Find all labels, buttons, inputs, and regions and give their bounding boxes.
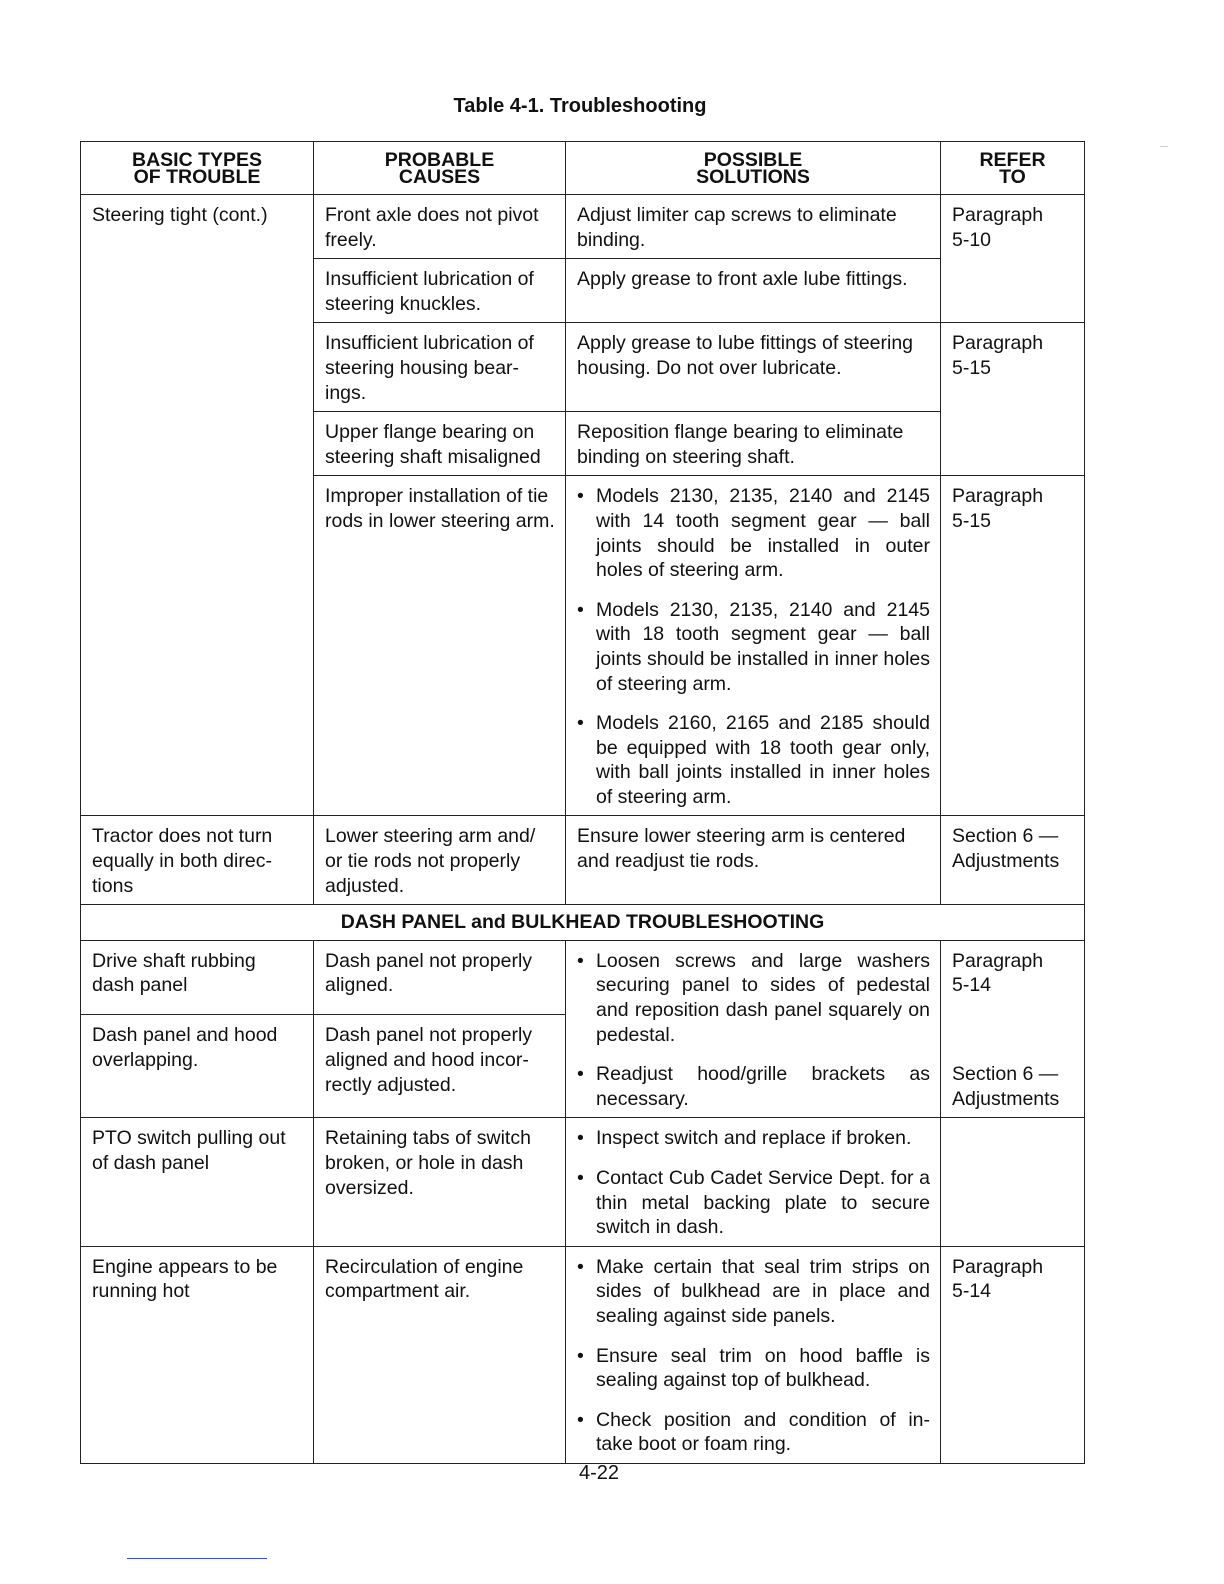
refer-cell bbox=[941, 1118, 1085, 1246]
bullet-item: • Check position and condition of in-take boot or foam ring. bbox=[577, 1408, 930, 1457]
cause-cell: Retaining tabs of switch broken, or hole in dash oversized. bbox=[314, 1118, 566, 1246]
header-probable-causes: PROBABLE CAUSES bbox=[314, 142, 566, 195]
cause-cell: Dash panel not properly aligned. bbox=[314, 940, 566, 1015]
solution-cell: Ensure lower steering arm is centered and readjust tie rods. bbox=[566, 816, 941, 905]
solution-cell bbox=[566, 1118, 941, 1246]
trouble-cell: Drive shaft rubbing dash panel bbox=[81, 940, 314, 1015]
trouble-cell: Steering tight (cont.) bbox=[81, 195, 314, 816]
solution-bullets bbox=[577, 484, 930, 809]
bullet-item: • Contact Cub Cadet Service Dept. for a thin metal backing plate to secure switch in dash. bbox=[577, 1166, 930, 1240]
footer-rule bbox=[127, 1558, 267, 1559]
section-heading: DASH PANEL and BULKHEAD TROUBLESHOOTING bbox=[81, 905, 1085, 941]
bullet-item: • Make certain that seal trim strips on sides of bulkhead are in place and sealing against side panels. bbox=[577, 1255, 930, 1329]
bullet-item: • Models 2130, 2135, 2140 and 2145 with 18 tooth segment gear — ball joints should be installed in inner holes of steering arm. bbox=[577, 598, 930, 696]
bullet-item: • Models 2130, 2135, 2140 and 2145 with 14 tooth segment gear — ball joints should be installed in outer holes of steering arm. bbox=[577, 484, 930, 582]
trouble-cell: Tractor does not turn equally in both direc-tions bbox=[81, 816, 314, 905]
bullet-item: • Inspect switch and replace if broken. bbox=[577, 1126, 930, 1151]
cause-cell: Lower steering arm and/ or tie rods not properly adjusted. bbox=[314, 816, 566, 905]
refer-cell: Section 6 — Adjustments bbox=[941, 816, 1085, 905]
cause-cell: Front axle does not pivot freely. bbox=[314, 195, 566, 259]
bullet-item: • Ensure seal trim on hood baffle is sealing against top of bulkhead. bbox=[577, 1344, 930, 1393]
table-row bbox=[81, 195, 1085, 259]
scan-speck bbox=[1160, 146, 1168, 147]
solution-cell bbox=[566, 940, 941, 1118]
table-row bbox=[81, 816, 1085, 905]
header-basic-types: BASIC TYPES OF TROUBLE bbox=[81, 142, 314, 195]
trouble-cell: Dash panel and hood overlapping. bbox=[81, 1015, 314, 1118]
page-number: 4-22 bbox=[578, 1462, 620, 1484]
table-title: Table 4-1. Troubleshooting bbox=[453, 95, 707, 117]
solution-bullets bbox=[577, 949, 930, 1112]
cause-cell: Recirculation of engine compartment air. bbox=[314, 1246, 566, 1463]
cause-cell: Dash panel not properly aligned and hood incor-rectly adjusted. bbox=[314, 1015, 566, 1118]
table-row bbox=[81, 940, 1085, 1015]
solution-cell: Apply grease to front axle lube fittings. bbox=[566, 259, 941, 323]
solution-cell: Apply grease to lube fittings of steering housing. Do not over lubricate. bbox=[566, 323, 941, 412]
solution-cell: Reposition flange bearing to eliminate binding on steering shaft. bbox=[566, 412, 941, 476]
table-row bbox=[81, 1246, 1085, 1463]
solution-cell bbox=[566, 1246, 941, 1463]
refer-cell: Paragraph 5-14 bbox=[941, 1246, 1085, 1463]
header-refer-to: REFER TO bbox=[941, 142, 1085, 195]
header-row bbox=[81, 142, 1085, 195]
refer-cell: Paragraph 5-10 bbox=[941, 195, 1085, 323]
cause-cell: Upper flange bearing on steering shaft misaligned bbox=[314, 412, 566, 476]
table-row bbox=[81, 1118, 1085, 1246]
cause-cell: Insufficient lubrication of steering housing bear-ings. bbox=[314, 323, 566, 412]
refer-cell: Paragraph 5-15 bbox=[941, 476, 1085, 816]
solution-cell: Adjust limiter cap screws to eliminate binding. bbox=[566, 195, 941, 259]
bullet-item: • Loosen screws and large washers securing panel to sides of pedestal and reposition dash panel squarely on pedestal. bbox=[577, 949, 930, 1047]
refer-cell: Paragraph 5-15 bbox=[941, 323, 1085, 476]
troubleshooting-table bbox=[80, 141, 1085, 1464]
bullet-item: • Readjust hood/grille brackets as necessary. bbox=[577, 1062, 930, 1111]
solution-cell bbox=[566, 476, 941, 816]
section-heading-row bbox=[81, 905, 1085, 941]
solution-bullets bbox=[577, 1126, 930, 1239]
header-possible-solutions: POSSIBLE SOLUTIONS bbox=[566, 142, 941, 195]
trouble-cell: PTO switch pulling out of dash panel bbox=[81, 1118, 314, 1246]
cause-cell: Improper installation of tie rods in lower steering arm. bbox=[314, 476, 566, 816]
cause-cell: Insufficient lubrication of steering knuckles. bbox=[314, 259, 566, 323]
bullet-item: • Models 2160, 2165 and 2185 should be equipped with 18 tooth gear only, with ball joints installed in inner holes of steering arm. bbox=[577, 711, 930, 809]
refer-cell: Paragraph 5-14 Section 6 — Adjustments bbox=[941, 940, 1085, 1118]
trouble-cell: Engine appears to be running hot bbox=[81, 1246, 314, 1463]
solution-bullets bbox=[577, 1255, 930, 1457]
